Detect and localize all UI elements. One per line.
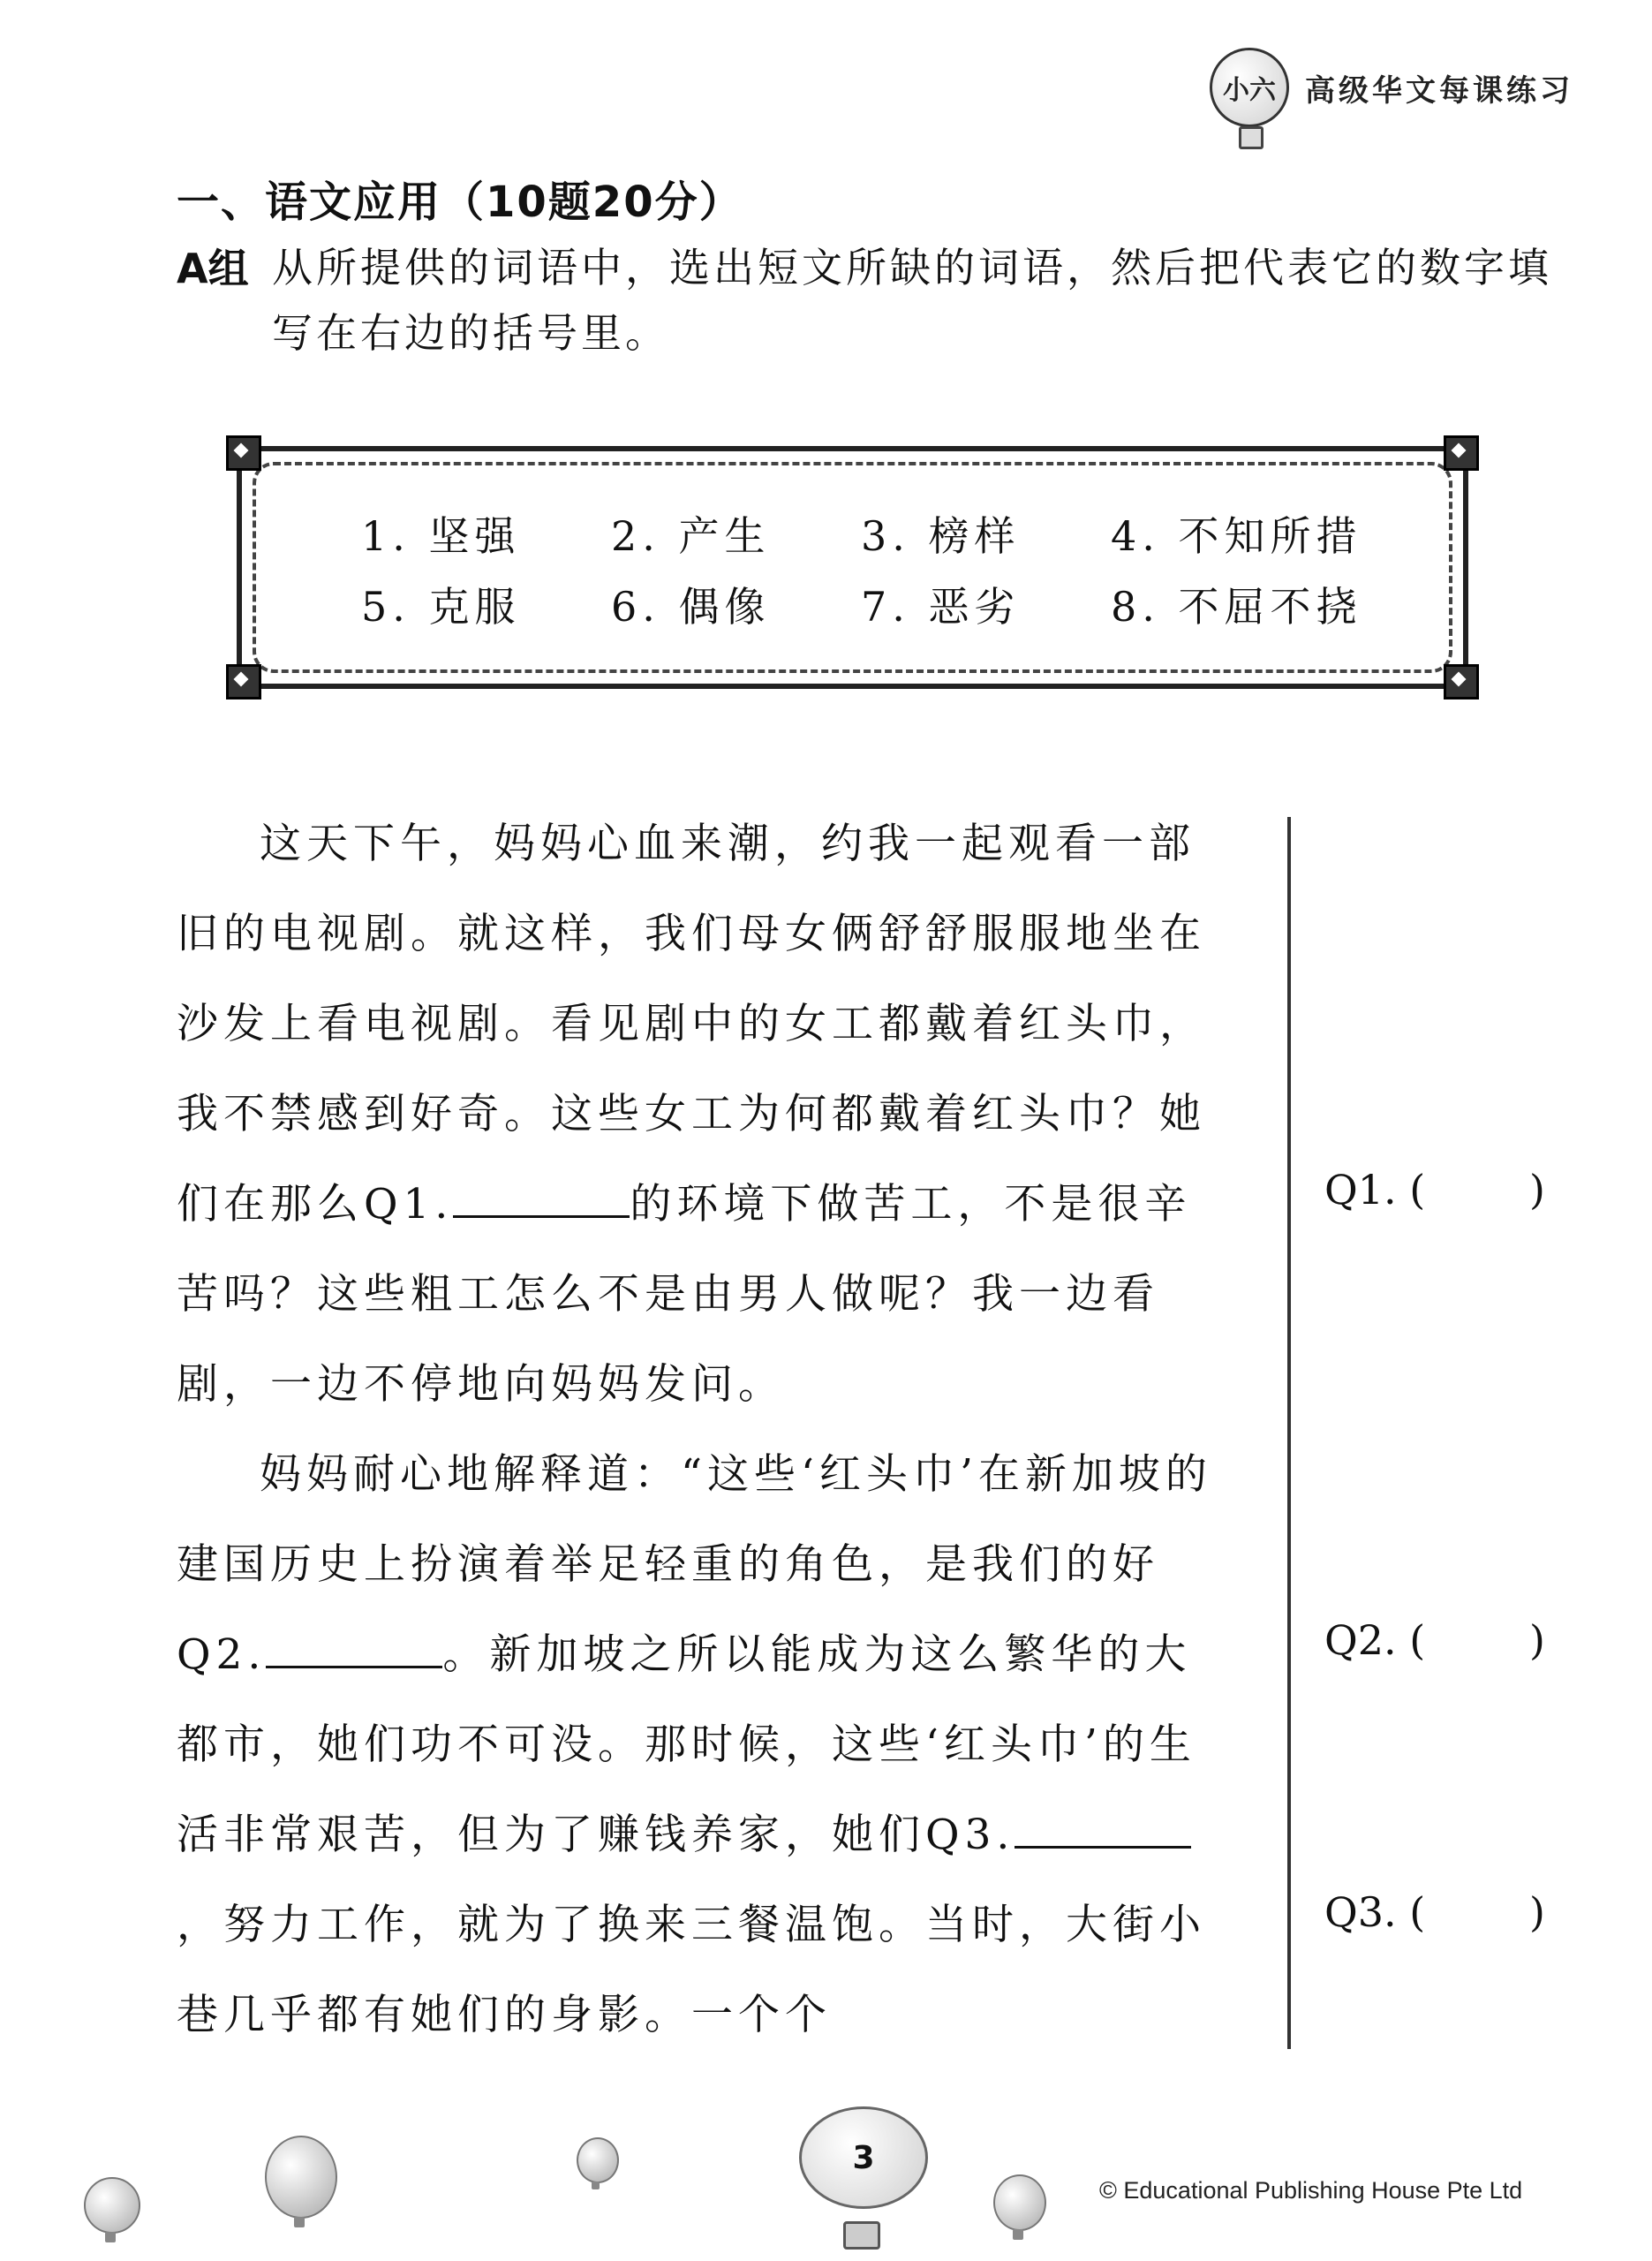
balloon-icon [577,2137,619,2183]
answer-bracket-q3[interactable] [1324,1888,1545,1936]
word-option: 6. 偶像 [611,583,771,631]
answer-bracket-q1[interactable] [1324,1166,1545,1214]
blank-q2[interactable] [266,1627,442,1668]
word-options-grid [361,504,1393,633]
answer-label: Q3. ( [1324,1888,1426,1936]
balloon-basket-icon [1013,2229,1023,2240]
word-option: 1. 坚强 [361,512,521,560]
passage-text: ，努力工作，就为了换来三餐温饱。当时，大街小巷几乎都有她们的身影。一个个 [177,1901,1206,2039]
corner-ornament-icon [226,435,261,471]
passage-paragraph-1 [177,799,1236,1430]
passage-text: 这天下午，妈妈心血来潮，约我一起观看一部旧的电视剧。就这样，我们母女俩舒舒服服地坐在沙发上看电视剧。看见剧中的女工都戴着红头巾，我不禁感到好奇。这些女工为何都戴着红头巾？她们在那么Q1. [177,820,1206,1229]
answer-bracket-q2[interactable] [1324,1616,1545,1664]
word-option: 8. 不屈不挠 [1111,583,1362,631]
balloon-basket-icon [843,2221,880,2250]
answer-close: ) [1529,1888,1545,1936]
grade-badge: 小六 [1223,75,1276,106]
page-number-balloon [799,2106,928,2209]
balloon-basket-icon [294,2217,305,2227]
word-option: 7. 恶劣 [861,583,1021,631]
answer-label: Q1. ( [1324,1166,1426,1214]
page-number: 3 [852,2139,875,2176]
blank-q3[interactable] [1015,1807,1191,1849]
passage-paragraph-2 [177,1430,1236,2061]
word-option: 3. 榜样 [861,512,1021,560]
balloon-basket-icon [592,2182,600,2189]
balloon-badge-icon [1210,48,1289,127]
word-option: 2. 产生 [611,512,771,560]
answer-label: Q2. ( [1324,1616,1426,1664]
corner-ornament-icon [1444,664,1479,699]
book-title: 高级华文每课练习 [1305,72,1573,109]
balloon-icon [84,2177,140,2234]
copyright-notice: © Educational Publishing House Pte Ltd [1099,2177,1523,2204]
book-header [1210,55,1573,120]
passage-text: 的环境下做苦工，不是很辛苦吗？这些粗工怎么不是由男人做呢？我一边看剧，一边不停地向妈妈发问。 [177,1180,1192,1409]
balloon-basket-icon [105,2232,116,2242]
reading-passage [177,799,1236,2061]
balloon-basket-icon [1239,126,1264,149]
balloon-icon [993,2174,1046,2231]
instruction-text: 从所提供的词语中，选出短文所缺的词语，然后把代表它的数字填写在右边的括号里。 [272,244,1552,357]
balloon-icon [265,2136,337,2219]
corner-ornament-icon [1444,435,1479,471]
passage-text: 。新加坡之所以能成为这么繁华的大都市，她们功不可没。那时候，这些‘红头巾’的生活非常艰苦，但为了赚钱养家，她们Q3. [177,1630,1196,1859]
answer-column-divider [1287,817,1291,2049]
word-option: 5. 克服 [361,583,521,631]
section-title: 一、语文应用（10题20分） [177,178,743,227]
word-options-box [237,446,1468,689]
answer-close: ) [1529,1616,1545,1664]
answer-close: ) [1529,1166,1545,1214]
blank-q1[interactable] [453,1176,630,1218]
group-label: A组 [177,245,249,292]
word-option: 4. 不知所措 [1111,512,1362,560]
passage-text: 妈妈耐心地解释道：“这些‘红头巾’在新加坡的建国历史上扮演着举足轻重的角色，是我们的好Q2. [177,1450,1212,1679]
corner-ornament-icon [226,664,261,699]
